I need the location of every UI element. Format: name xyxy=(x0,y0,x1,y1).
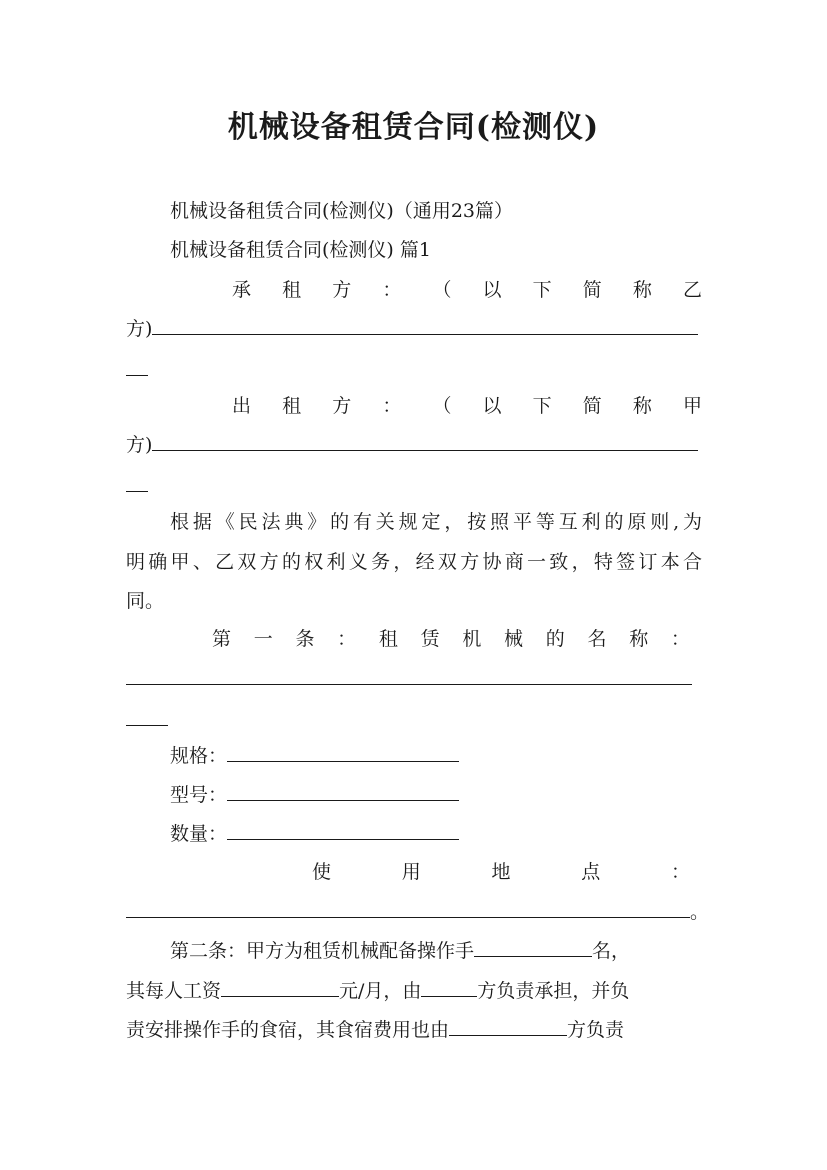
article-char: 一 xyxy=(253,628,273,650)
lessee-char: 方 xyxy=(332,279,352,301)
lessee-char: 以 xyxy=(482,279,502,301)
lessor-line xyxy=(126,432,702,457)
lessor-char: 称 xyxy=(632,395,652,417)
qty-blank xyxy=(227,821,459,840)
document-title: 机械设备租赁合同(检测仪) xyxy=(227,110,600,145)
lessee-char: 乙 xyxy=(682,279,702,301)
rule xyxy=(126,374,148,376)
article-char: 赁 xyxy=(420,628,440,650)
rule xyxy=(126,724,168,726)
rule xyxy=(126,490,148,492)
article-char: ： xyxy=(670,628,690,650)
lessor-char: ： xyxy=(382,395,402,417)
lessor-char: 出 xyxy=(232,395,252,417)
article2-line xyxy=(126,1017,702,1042)
lessor-char: （ xyxy=(432,395,452,417)
lessor-char: 方 xyxy=(332,395,352,417)
lessee-end: 方) xyxy=(126,318,153,340)
wage-blank xyxy=(221,978,339,997)
section-heading: 机械设备租赁合同(检测仪) 篇1 xyxy=(170,239,431,261)
lessee-char: 称 xyxy=(632,279,652,301)
place-blank xyxy=(126,899,690,918)
lessee-line xyxy=(126,316,702,341)
place-end: 。 xyxy=(690,901,710,923)
spec-label: 规格： xyxy=(170,745,228,767)
article1-row xyxy=(212,627,690,651)
place-line xyxy=(126,899,710,924)
article-char: 租 xyxy=(378,628,398,650)
lessee-char: 承 xyxy=(232,279,252,301)
article2-text: 方负责 xyxy=(567,1019,625,1041)
lessee-char: （ xyxy=(432,279,452,301)
article2-line xyxy=(126,978,702,1003)
article2-text: 第二条：甲方为租赁机械配备操作手 xyxy=(170,940,475,962)
article-char: 的 xyxy=(545,628,565,650)
lessor-char: 简 xyxy=(582,395,602,417)
article-char: 机 xyxy=(462,628,482,650)
lessor-char: 租 xyxy=(282,395,302,417)
paragraph-line: 根据《民法典》的有关规定，按照平等互利的原则,为 xyxy=(170,511,702,533)
article2-text: 名， xyxy=(592,940,631,962)
article-char: 称 xyxy=(629,628,649,650)
lessor-char: 甲 xyxy=(682,395,702,417)
place-char: ： xyxy=(670,861,690,883)
model-label: 型号： xyxy=(170,784,228,806)
lessor-char: 以 xyxy=(482,395,502,417)
lessor-blank xyxy=(152,432,698,451)
subtitle: 机械设备租赁合同(检测仪)（通用23篇） xyxy=(170,200,514,222)
lessee-char: 下 xyxy=(532,279,552,301)
model-blank xyxy=(227,782,459,801)
qty-label: 数量： xyxy=(170,823,228,845)
article-char: 第 xyxy=(212,628,232,650)
place-char: 使 xyxy=(312,861,332,883)
place-char: 地 xyxy=(491,861,511,883)
article2-line xyxy=(170,938,702,963)
rule xyxy=(126,683,692,685)
lessor-end: 方) xyxy=(126,434,153,456)
article2-text: 元/月，由 xyxy=(339,980,422,1002)
operator-count-blank xyxy=(474,938,592,957)
lodging-party-blank xyxy=(449,1017,567,1036)
model-line xyxy=(170,782,702,807)
lessee-char: ： xyxy=(382,279,402,301)
article-char: 名 xyxy=(587,628,607,650)
place-char: 点 xyxy=(581,861,601,883)
lessor-char: 下 xyxy=(532,395,552,417)
place-char: 用 xyxy=(401,861,421,883)
lessee-blank xyxy=(152,316,698,335)
article-char: ： xyxy=(337,628,357,650)
paragraph-line: 同。 xyxy=(126,590,165,612)
lessor-row xyxy=(232,394,702,418)
spec-blank xyxy=(227,743,459,762)
article2-text: 其每人工资 xyxy=(126,980,222,1002)
lessee-row xyxy=(232,278,702,302)
article-char: 械 xyxy=(504,628,524,650)
spec-line xyxy=(170,743,702,768)
party-blank xyxy=(421,978,477,997)
qty-line xyxy=(170,821,702,846)
article2-text: 方负责承担，并负 xyxy=(477,980,630,1002)
article2-text: 责安排操作手的食宿，其食宿费用也由 xyxy=(126,1019,450,1041)
article-char: 条 xyxy=(295,628,315,650)
lessee-char: 租 xyxy=(282,279,302,301)
lessee-char: 简 xyxy=(582,279,602,301)
place-row xyxy=(312,860,690,884)
paragraph-line: 明确甲、乙双方的权利义务，经双方协商一致，特签订本合 xyxy=(126,551,702,573)
